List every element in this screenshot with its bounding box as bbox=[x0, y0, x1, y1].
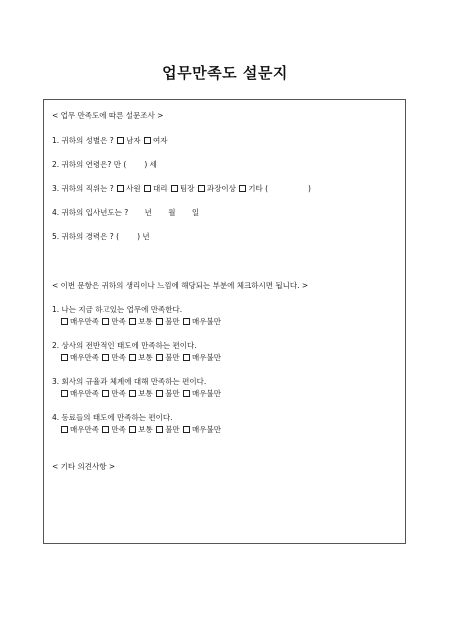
item-4-checkbox-dissatisfied[interactable] bbox=[156, 426, 163, 433]
item-4-scale bbox=[60, 425, 221, 434]
item-2-checkbox-dissatisfied[interactable] bbox=[156, 354, 163, 361]
item-4-checkbox-neutral[interactable] bbox=[129, 426, 136, 433]
item-3-checkbox-satisfied[interactable] bbox=[102, 390, 109, 397]
scale-label: 매우불만 bbox=[192, 317, 222, 326]
option-other-close: ) bbox=[308, 184, 311, 193]
item-3-checkbox-dissatisfied[interactable] bbox=[156, 390, 163, 397]
scale-label: 보통 bbox=[138, 389, 153, 398]
checkbox-female[interactable] bbox=[144, 137, 151, 144]
item-2-checkbox-satisfied[interactable] bbox=[102, 354, 109, 361]
question-join-date bbox=[52, 208, 199, 217]
scale-label: 불만 bbox=[165, 389, 180, 398]
scale-label: 보통 bbox=[138, 317, 153, 326]
item-4-checkbox-satisfied[interactable] bbox=[102, 426, 109, 433]
scale-label: 보통 bbox=[138, 353, 153, 362]
item-4-text: 4. 동료들의 태도에 만족하는 편이다. bbox=[52, 413, 173, 422]
item-2-checkbox-neutral[interactable] bbox=[129, 354, 136, 361]
option-male-label: 남자 bbox=[126, 136, 141, 145]
question-age-label: 2. 귀하의 연령은? 만 ( bbox=[52, 160, 127, 169]
item-4-checkbox-very-dissatisfied[interactable] bbox=[183, 426, 190, 433]
scale-label: 매우불만 bbox=[192, 425, 222, 434]
section-header-comments: < 기타 의견사항 > bbox=[52, 462, 116, 471]
item-3-text: 3. 회사의 규율과 체계에 대해 만족하는 편이다. bbox=[52, 377, 207, 386]
item-1-scale bbox=[60, 317, 221, 326]
scale-label: 만족 bbox=[111, 425, 126, 434]
checkbox-other[interactable] bbox=[239, 185, 246, 192]
checkbox-team-leader[interactable] bbox=[171, 185, 178, 192]
scale-label: 매우불만 bbox=[192, 389, 222, 398]
item-1-checkbox-neutral[interactable] bbox=[129, 318, 136, 325]
checkbox-assistant-manager[interactable] bbox=[144, 185, 151, 192]
option-staff-label: 사원 bbox=[126, 184, 141, 193]
item-2-text: 2. 상사의 전반적인 태도에 만족하는 편이다. bbox=[52, 341, 197, 350]
question-position bbox=[52, 184, 311, 193]
checkbox-male[interactable] bbox=[117, 137, 124, 144]
item-2-scale bbox=[60, 353, 221, 362]
item-1-checkbox-very-satisfied[interactable] bbox=[61, 318, 68, 325]
checkbox-manager-above[interactable] bbox=[198, 185, 205, 192]
scale-label: 만족 bbox=[111, 317, 126, 326]
question-gender bbox=[52, 136, 168, 145]
scale-label: 매우만족 bbox=[70, 389, 99, 398]
section-header-check: < 이번 문항은 귀하의 생리이나 느낌에 해당되는 부분에 체크하시면 됩니다. > bbox=[52, 281, 309, 290]
question-position-label: 3. 귀하의 직위는 ? bbox=[52, 184, 114, 193]
item-3-checkbox-very-satisfied[interactable] bbox=[61, 390, 68, 397]
item-2-checkbox-very-dissatisfied[interactable] bbox=[183, 354, 190, 361]
option-team-leader-label: 팀장 bbox=[179, 184, 195, 193]
item-1-checkbox-satisfied[interactable] bbox=[102, 318, 109, 325]
item-3-checkbox-neutral[interactable] bbox=[129, 390, 136, 397]
item-2-checkbox-very-satisfied[interactable] bbox=[61, 354, 68, 361]
section-header-survey: < 업무 만족도에 따른 설문조사 > bbox=[52, 111, 164, 120]
option-assistant-manager-label: 대리 bbox=[153, 184, 168, 193]
item-1-checkbox-very-dissatisfied[interactable] bbox=[183, 318, 190, 325]
item-3-scale bbox=[60, 389, 221, 398]
scale-label: 매우만족 bbox=[70, 353, 99, 362]
option-manager-above-label: 과장이상 bbox=[206, 184, 236, 193]
month-unit: 월 bbox=[168, 208, 176, 217]
scale-label: 보통 bbox=[138, 425, 153, 434]
scale-label: 매우만족 bbox=[70, 425, 99, 434]
scale-label: 불만 bbox=[165, 317, 180, 326]
question-age-close: ) 세 bbox=[144, 160, 157, 169]
scale-label: 불만 bbox=[165, 425, 180, 434]
page-title: 업무만족도 설문지 bbox=[162, 64, 288, 82]
option-female-label: 여자 bbox=[153, 136, 168, 145]
item-1-checkbox-dissatisfied[interactable] bbox=[156, 318, 163, 325]
scale-label: 만족 bbox=[111, 353, 126, 362]
checkbox-staff[interactable] bbox=[117, 185, 124, 192]
scale-label: 만족 bbox=[111, 389, 126, 398]
question-gender-label: 1. 귀하의 성별은 ? bbox=[52, 136, 114, 145]
year-unit: 년 bbox=[144, 208, 152, 217]
option-other-label: 기타 ( bbox=[248, 184, 269, 193]
day-unit: 일 bbox=[191, 208, 200, 217]
item-4-checkbox-very-satisfied[interactable] bbox=[61, 426, 68, 433]
item-1-text: 1. 나는 지금 하고있는 업무에 만족한다. bbox=[52, 305, 183, 314]
question-career-label: 5. 귀하의 경력은 ? ( bbox=[52, 232, 120, 241]
item-3-checkbox-very-dissatisfied[interactable] bbox=[183, 390, 190, 397]
question-career-close: ) 년 bbox=[137, 232, 150, 241]
scale-label: 매우만족 bbox=[70, 317, 99, 326]
scale-label: 불만 bbox=[165, 353, 180, 362]
question-career bbox=[52, 232, 150, 241]
question-join-date-label: 4. 귀하의 입사년도는 ? bbox=[52, 208, 129, 217]
scale-label: 매우불만 bbox=[192, 353, 222, 362]
question-age bbox=[52, 160, 157, 169]
